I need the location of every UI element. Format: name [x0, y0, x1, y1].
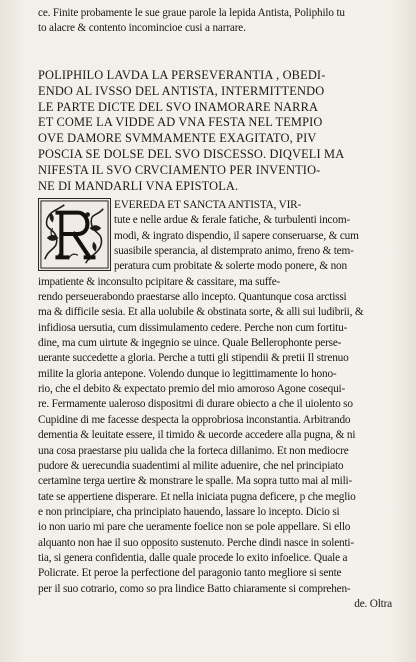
body-line: tute e nelle ardue & ferale fatiche, & turbulenti incom-: [114, 214, 350, 227]
body-line: infidiosa uersutia, cum dissimulamento cedere. Perche non cum fortitu-: [38, 321, 348, 334]
heading-line-1: POLIPHILO LAVDA LA PERSEVERANTIA , OBEDI-: [38, 68, 326, 82]
heading-line-3: LE PARTE DICTE DEL SVO INAMORARE NARRA: [38, 99, 319, 114]
body-line: io non uario mi pare che ueramente foelice non se pole appellare. Si ello: [38, 521, 351, 534]
body-line: impatiente & inconsulto pcipitare & cassitare, ma suffe-: [38, 275, 281, 288]
body-line: suasibile sperancia, al distemprato animo, freno & tem-: [114, 245, 354, 258]
heading-line-8: NE DI MANDARLI VNA EPISTOLA.: [38, 178, 239, 193]
body-first-line: EVEREDA ET SANCTA ANTISTA, VIR-: [114, 199, 302, 211]
body-line: tate se appertiene disperare. Et nella iniciata pugna deficere, p che meglio: [38, 490, 356, 503]
opening-line-1: ce. Finite probamente le sue graue parole la lepida Antista, Poliphilo tu: [38, 7, 345, 19]
body-line: tia, si genera confidentia, dalle quale procede lo exito infoelice. Quale a: [38, 551, 348, 564]
heading-line-6: POSCIA SE DOLSE DEL SVO DISCESSO. DIQVELI MA: [38, 146, 345, 161]
body-line: milite la gloria antepone. Volendo dunque io legittimamente lo hono-: [38, 367, 337, 380]
body-line: rendo perseuerabondo praestarse allo incepto. Quantunque cosa arctissi: [38, 291, 347, 304]
body-line: re. Fermamente ualeroso dispositmi di durare obiecto a che il uiolento so: [38, 398, 353, 411]
body-line: Policrate. Et peroe la perfectione del paragonio tanto megliore si sente: [38, 567, 342, 580]
body-line: modi, & ingrato dispendio, il sapere conseruarse, & cum: [114, 229, 359, 242]
body-line: dementia & leuitate essere, il timido & uecorde accedere alla pugna, & ni: [38, 429, 356, 442]
body-line: ma & difficile sesia. Et alla uolubile & obstinata sorte, & alli sui ludibrii, &: [38, 306, 364, 319]
chapter-heading: [38, 68, 388, 194]
body-line: certamine terga uertire & monstrare le spalle. Ma sopra tutto mai al mili-: [38, 475, 353, 488]
body-line: Cupidine di me facesse despecta la opprobriosa inconstantia. Arbitrando: [38, 413, 351, 426]
opening-line-2: to alacre & contento incomincioe cusi a narrare.: [38, 22, 246, 34]
body-line: alquanto non hae il suo opposito sustenuto. Perche dindi nasce in solenti-: [38, 536, 354, 549]
body-line: dine, ma cum uirtute & ingegnio se uince. Quale Bellerophonte perse-: [38, 337, 342, 350]
opening-paragraph: [38, 6, 390, 36]
body-line: rio, che el debito & expectato premio del mio amoroso Agone cosequi-: [38, 383, 346, 396]
body-line: uerante succedette a gloria. Perche a tutti gli stipendii & pretii Il strenuo: [38, 352, 349, 365]
catchword: de. Oltra: [354, 597, 392, 610]
heading-line-7: NIFESTA IL SVO CRVCIAMENTO PER INVENTIO-: [38, 162, 321, 177]
body-text: [38, 198, 392, 612]
body-line: per il suo cotrario, como so pra lindice Batto chiaramente si comprehen-: [38, 582, 351, 595]
body-line: peratura cum probitate & solerte modo ponere, & non: [114, 260, 347, 273]
heading-line-4: ET COME LA VIDDE AD VNA FESTA NEL TEMPIO: [38, 115, 323, 130]
body-line: pudore & uerecundia suadentimi al milite aduenire, che nel principiato: [38, 459, 344, 472]
heading-line-5: OVE DAMORE SVMMAMENTE EXAGITATO, PIV: [38, 131, 317, 146]
body-line: e non principiare, cha principiato hauendo, lassare lo incepto. Dicio si: [38, 505, 340, 518]
heading-line-2: ENDO AL IVSSO DEL ANTISTA, INTERMITTENDO: [38, 83, 325, 98]
body-line: una cosa praestarse piu ualida che la forteca dillanimo. Et non mediocre: [38, 444, 349, 457]
